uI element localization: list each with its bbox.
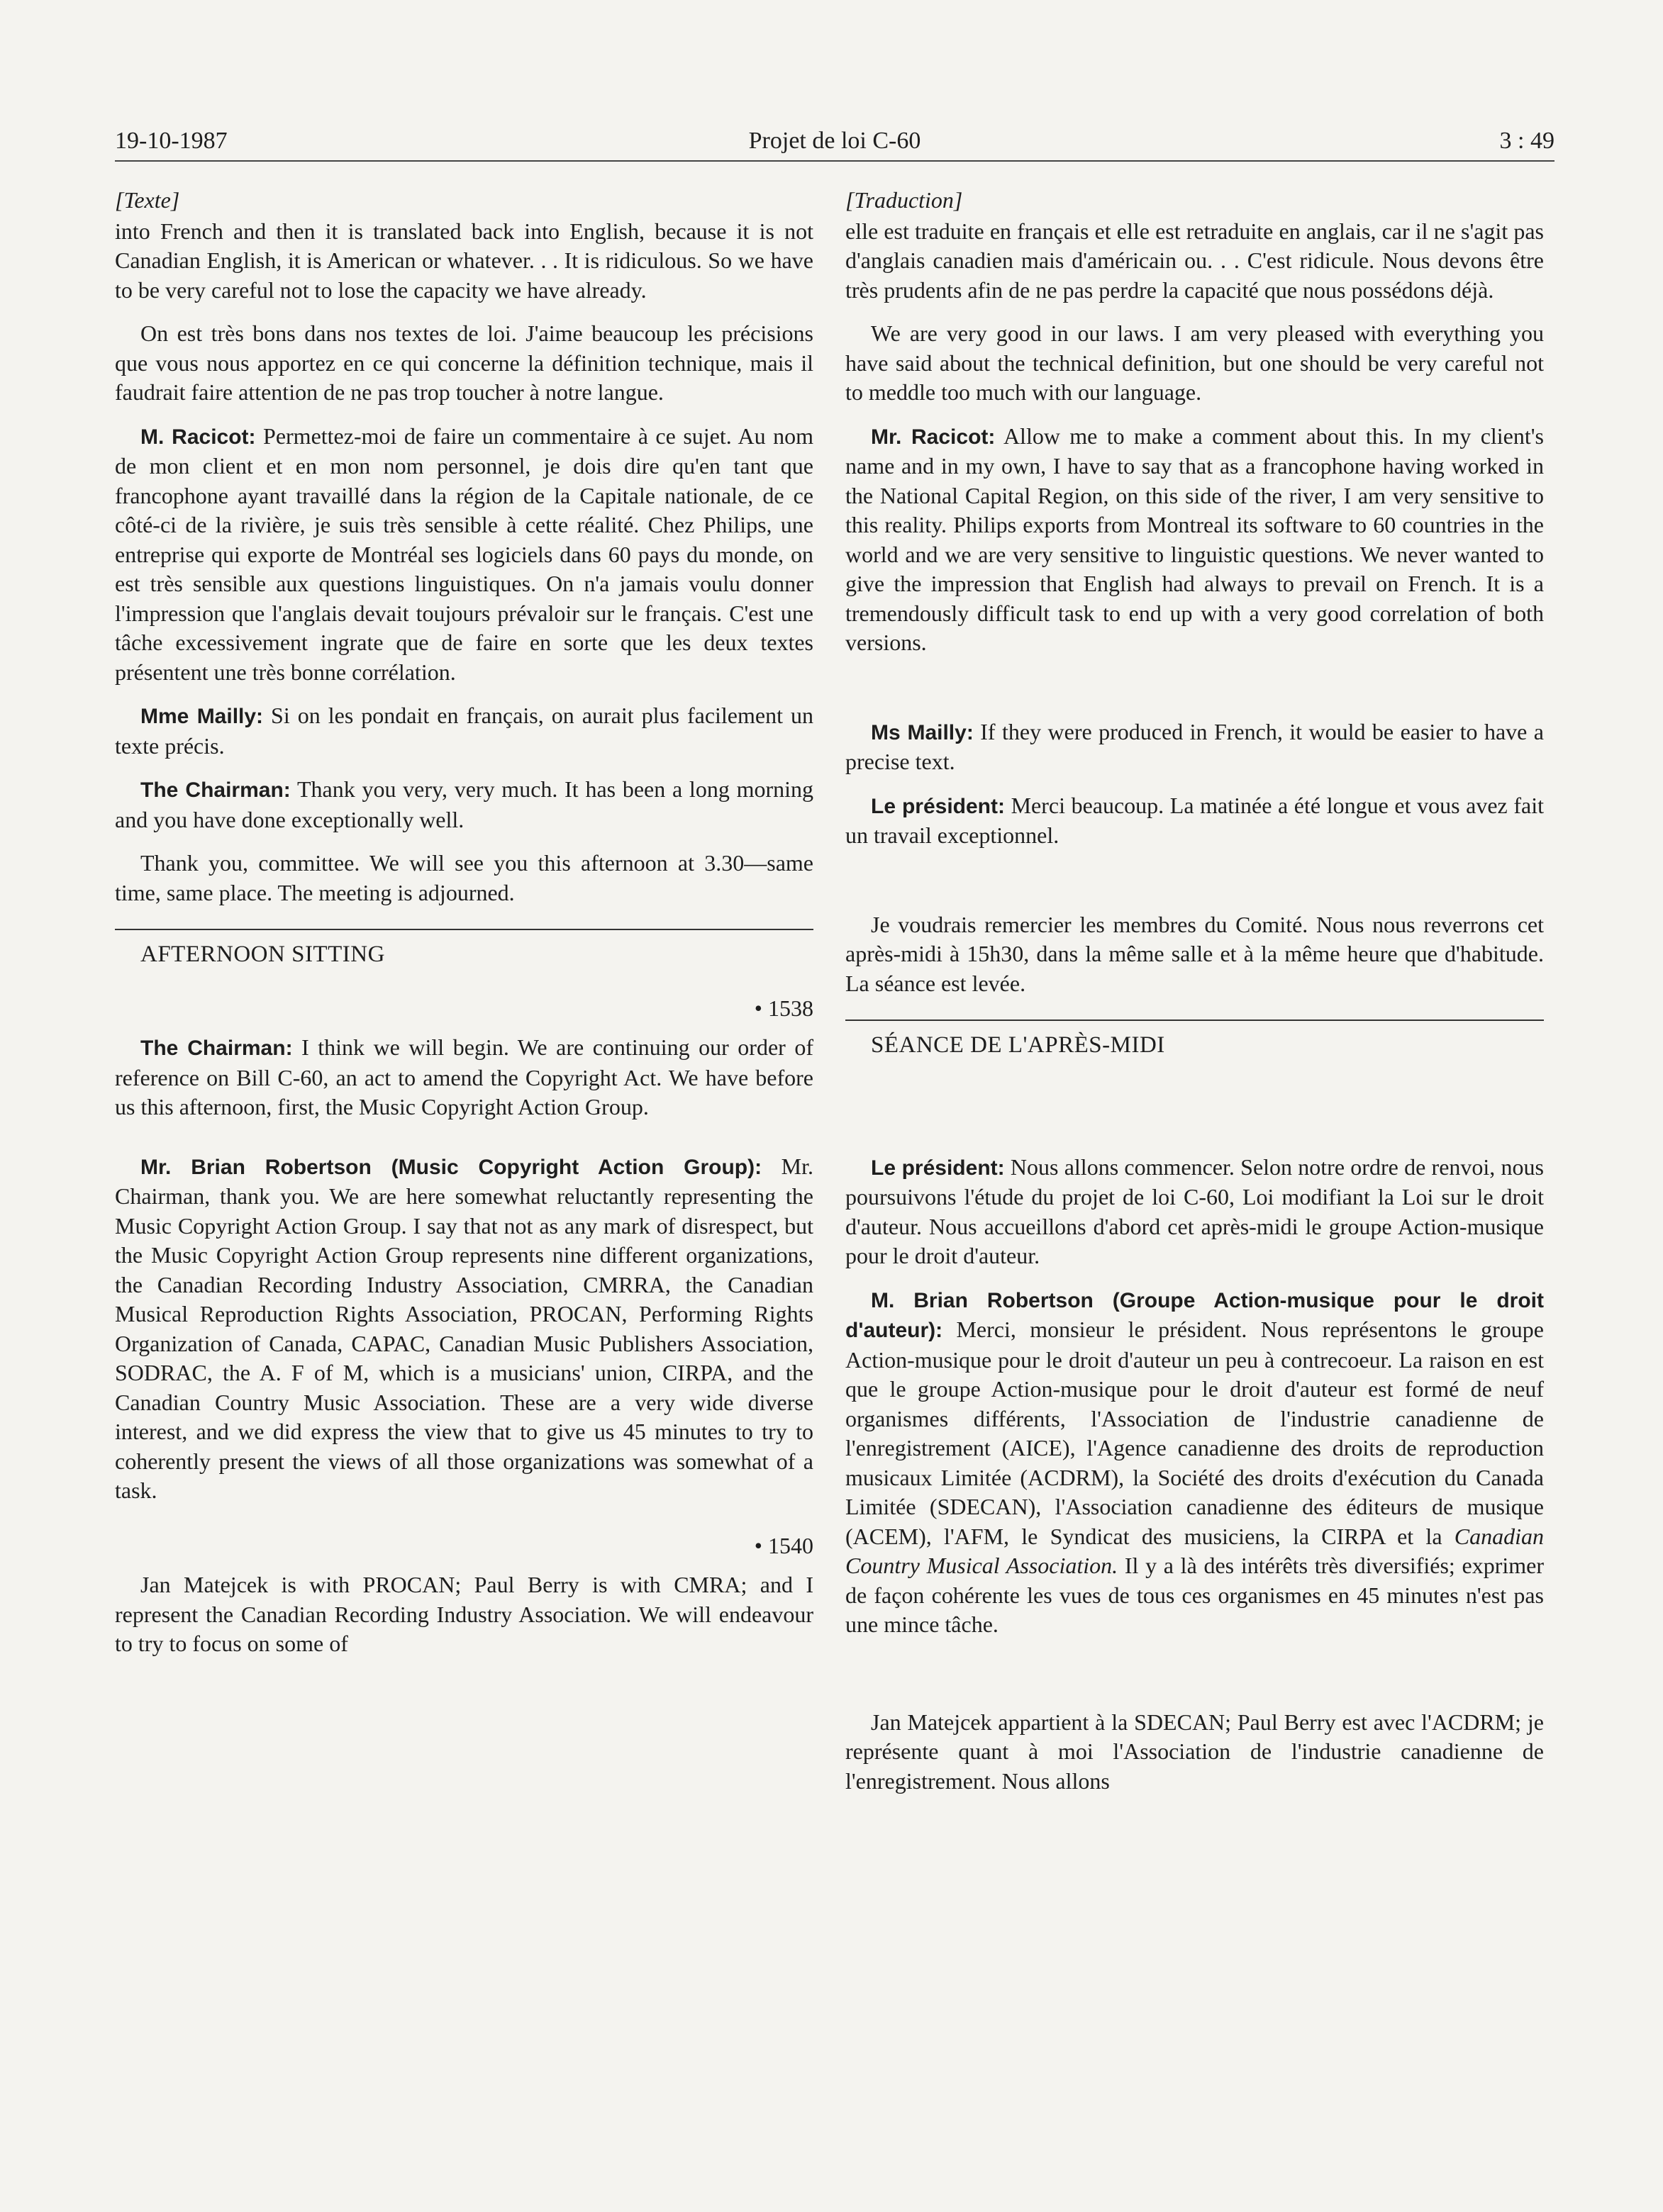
paragraph: Je voudrais remercier les membres du Comité. Nous nous reverrons cet après-midi à 15h30, dans la même salle et à la même heure que d'habitude. La séance est levée. <box>845 911 1544 996</box>
section-rule <box>115 929 813 930</box>
speaker-name: M. Brian Robertson (Groupe Action-musique pour le droit d'auteur): <box>845 1288 1544 1342</box>
paragraph: Jan Matejcek appartient à la SDECAN; Paul Berry est avec l'ACDRM; je représente quant à moi l'Association de l'industrie canadienne de l'enregistrement. Nous allons <box>845 1709 1544 1794</box>
page-header <box>115 122 1554 162</box>
right-column <box>845 186 1544 1796</box>
section-rule <box>845 1020 1544 1021</box>
speech-text: Merci, monsieur le président. Nous représentons le groupe Action-musique pour le droit d'auteur un peu à contrecoeur. La raison en est que le groupe Action-musique pour le droit d'auteur est formé de neuf organismes différents, l'Association de l'industrie canadienne de l'enregistrement (AICE), l'Agence canadienne des droits de reproduction musicaux Limitée (ACDRM), la Société des droits d'exécution du Canada Limitée (SDECAN), l'Association canadienne des éditeurs de musique (ACEM), l'AFM, le Syndicat des musiciens, la CIRPA et la <box>845 1317 1544 1549</box>
paragraph: Thank you, committee. We will see you this afternoon at 3.30—same time, same place. The meeting is adjourned. <box>115 850 813 905</box>
header-rule <box>115 160 1554 162</box>
paragraph: We are very good in our laws. I am very pleased with everything you have said about the technical definition, but one should be very careful not to meddle too much with our language. <box>845 320 1544 405</box>
paragraph <box>115 1152 813 1506</box>
paragraph <box>845 1285 1544 1640</box>
paragraph <box>845 1153 1544 1271</box>
speaker-name: Le président: <box>871 1156 1005 1180</box>
section-heading: SÉANCE DE L'APRÈS-MIDI <box>871 1032 1165 1058</box>
speech-text: Merci beaucoup. La matinée a été longue et vous avez fait un travail exceptionnel. <box>845 792 1544 848</box>
paragraph: into French and then it is translated back into English, because it is not Canadian English, it is American or whatever. . . It is ridiculous. So we have to be very careful not to lose the capacity we have already. <box>115 218 813 303</box>
header-page-number: 3 : 49 <box>1499 128 1554 154</box>
paragraph: elle est traduite en français et elle est retraduite en anglais, car il ne s'agit pas d'anglais canadien mais d'américain ou. . . C'est ridicule. Nous devons être très prudents afin de ne pas perdre la capacité que nous possédons déjà. <box>845 218 1544 303</box>
language-tag: [Texte] <box>115 187 180 213</box>
paragraph <box>845 422 1544 658</box>
paragraph <box>115 1033 813 1122</box>
italic-org-name: Canadian Country Musical Association. <box>845 1523 1544 1578</box>
speech-text: Nous allons commencer. Selon notre ordre de renvoi, nous poursuivons l'étude du projet de loi C-60, Loi modifiant la Loi sur le droit d'auteur. Nous accueillons d'abord cet après-midi le groupe Action-musique pour le droit d'auteur. <box>845 1154 1544 1268</box>
speech-text: Allow me to make a comment about this. In my client's name and in my own, I have to say that as a francophone having worked in the National Capital Region, on this side of the river, I am very sensitive to this reality. Philips exports from Montreal its software to 60 countries in the world and we are very sensitive to linguistic questions. We never wanted to give the impression that English had always to prevail on French. It is a tremendously difficult task to end up with a very good correlation of both versions. <box>845 423 1544 655</box>
paragraph <box>845 791 1544 851</box>
speech-text: If they were produced in French, it would be easier to have a precise text. <box>845 718 1544 774</box>
speaker-name: Mr. Racicot: <box>871 425 996 449</box>
speaker-name: The Chairman: <box>140 1037 293 1060</box>
time-marker: • 1538 <box>754 995 813 1021</box>
language-tag: [Traduction] <box>845 187 963 213</box>
speaker-name: The Chairman: <box>140 778 291 802</box>
header-title: Projet de loi C-60 <box>748 128 921 154</box>
speaker-name: Ms Mailly: <box>871 720 974 744</box>
paragraph: On est très bons dans nos textes de loi. J'aime beaucoup les précisions que vous nous apportez en ce qui concerne la définition technique, mais il faudrait faire attention de ne pas trop toucher à notre langue. <box>115 320 813 405</box>
speech-text: Mr. Chairman, thank you. We are here somewhat reluctantly representing the Music Copyright Action Group. I say that not as any mark of disrespect, but the Music Copyright Action Group represents nine different organizations, the Canadian Recording Industry Association, CMRRA, the Canadian Musical Reproduction Rights Association, PROCAN, Performing Rights Organization of Canada, CAPAC, Canadian Music Publishers Association, SODRAC, the A. F of M, which is a musicians' union, CIRPA, and the Canadian Country Music Association. These are a very wide diverse interest, and we did express the view that to give us 45 minutes to try to coherently present the views of all those organizations was somewhat of a task. <box>115 1153 813 1503</box>
speech-text: Permettez-moi de faire un commentaire à ce sujet. Au nom de mon client et en mon nom personnel, je dois dire qu'en tant que francophone ayant travaillé dans la région de la Capitale nationale, de ce côté-ci de la rivière, je suis très sensible à cette réalité. Chez Philips, une entreprise qui exporte de Montréal ses logiciels dans 60 pays du monde, on est très sensible aux questions linguistiques. On n'a jamais voulu donner l'impression que l'anglais devait toujours prévaloir sur le français. C'est une tâche excessivement ingrate que de faire en sorte que les deux textes présentent une très bonne corrélation. <box>115 423 814 685</box>
paragraph <box>115 701 813 761</box>
left-column <box>115 186 813 1659</box>
paragraph <box>845 717 1544 777</box>
speaker-name: Mme Mailly: <box>140 705 264 728</box>
speaker-name: Le président: <box>871 794 1005 818</box>
paragraph <box>115 422 813 688</box>
speaker-name: Mr. Brian Robertson (Music Copyright Action Group): <box>140 1155 762 1179</box>
speech-text: Il y a là des intérêts très diversifiés; exprimer de façon cohérente les vues de tous ces organismes en 45 minutes n'est pas une mince tâche. <box>845 1553 1545 1637</box>
speech-text: Si on les pondait en français, on aurait plus facilement un texte précis. <box>115 703 813 759</box>
speech-text: Thank you very, very much. It has been a long morning and you have done exceptionally well. <box>115 776 814 832</box>
speech-text: I think we will begin. We are continuing our order of reference on Bill C-60, an act to amend the Copyright Act. We have before us this afternoon, first, the Music Copyright Action Group. <box>115 1034 814 1119</box>
paragraph <box>115 775 813 834</box>
header-date: 19-10-1987 <box>115 128 228 154</box>
time-marker: • 1540 <box>754 1532 813 1558</box>
paragraph: Jan Matejcek is with PROCAN; Paul Berry is with CMRA; and I represent the Canadian Recording Industry Association. We will endeavour to try to focus on some of <box>115 1572 813 1656</box>
section-heading: AFTERNOON SITTING <box>140 942 385 967</box>
speaker-name: M. Racicot: <box>140 425 256 449</box>
